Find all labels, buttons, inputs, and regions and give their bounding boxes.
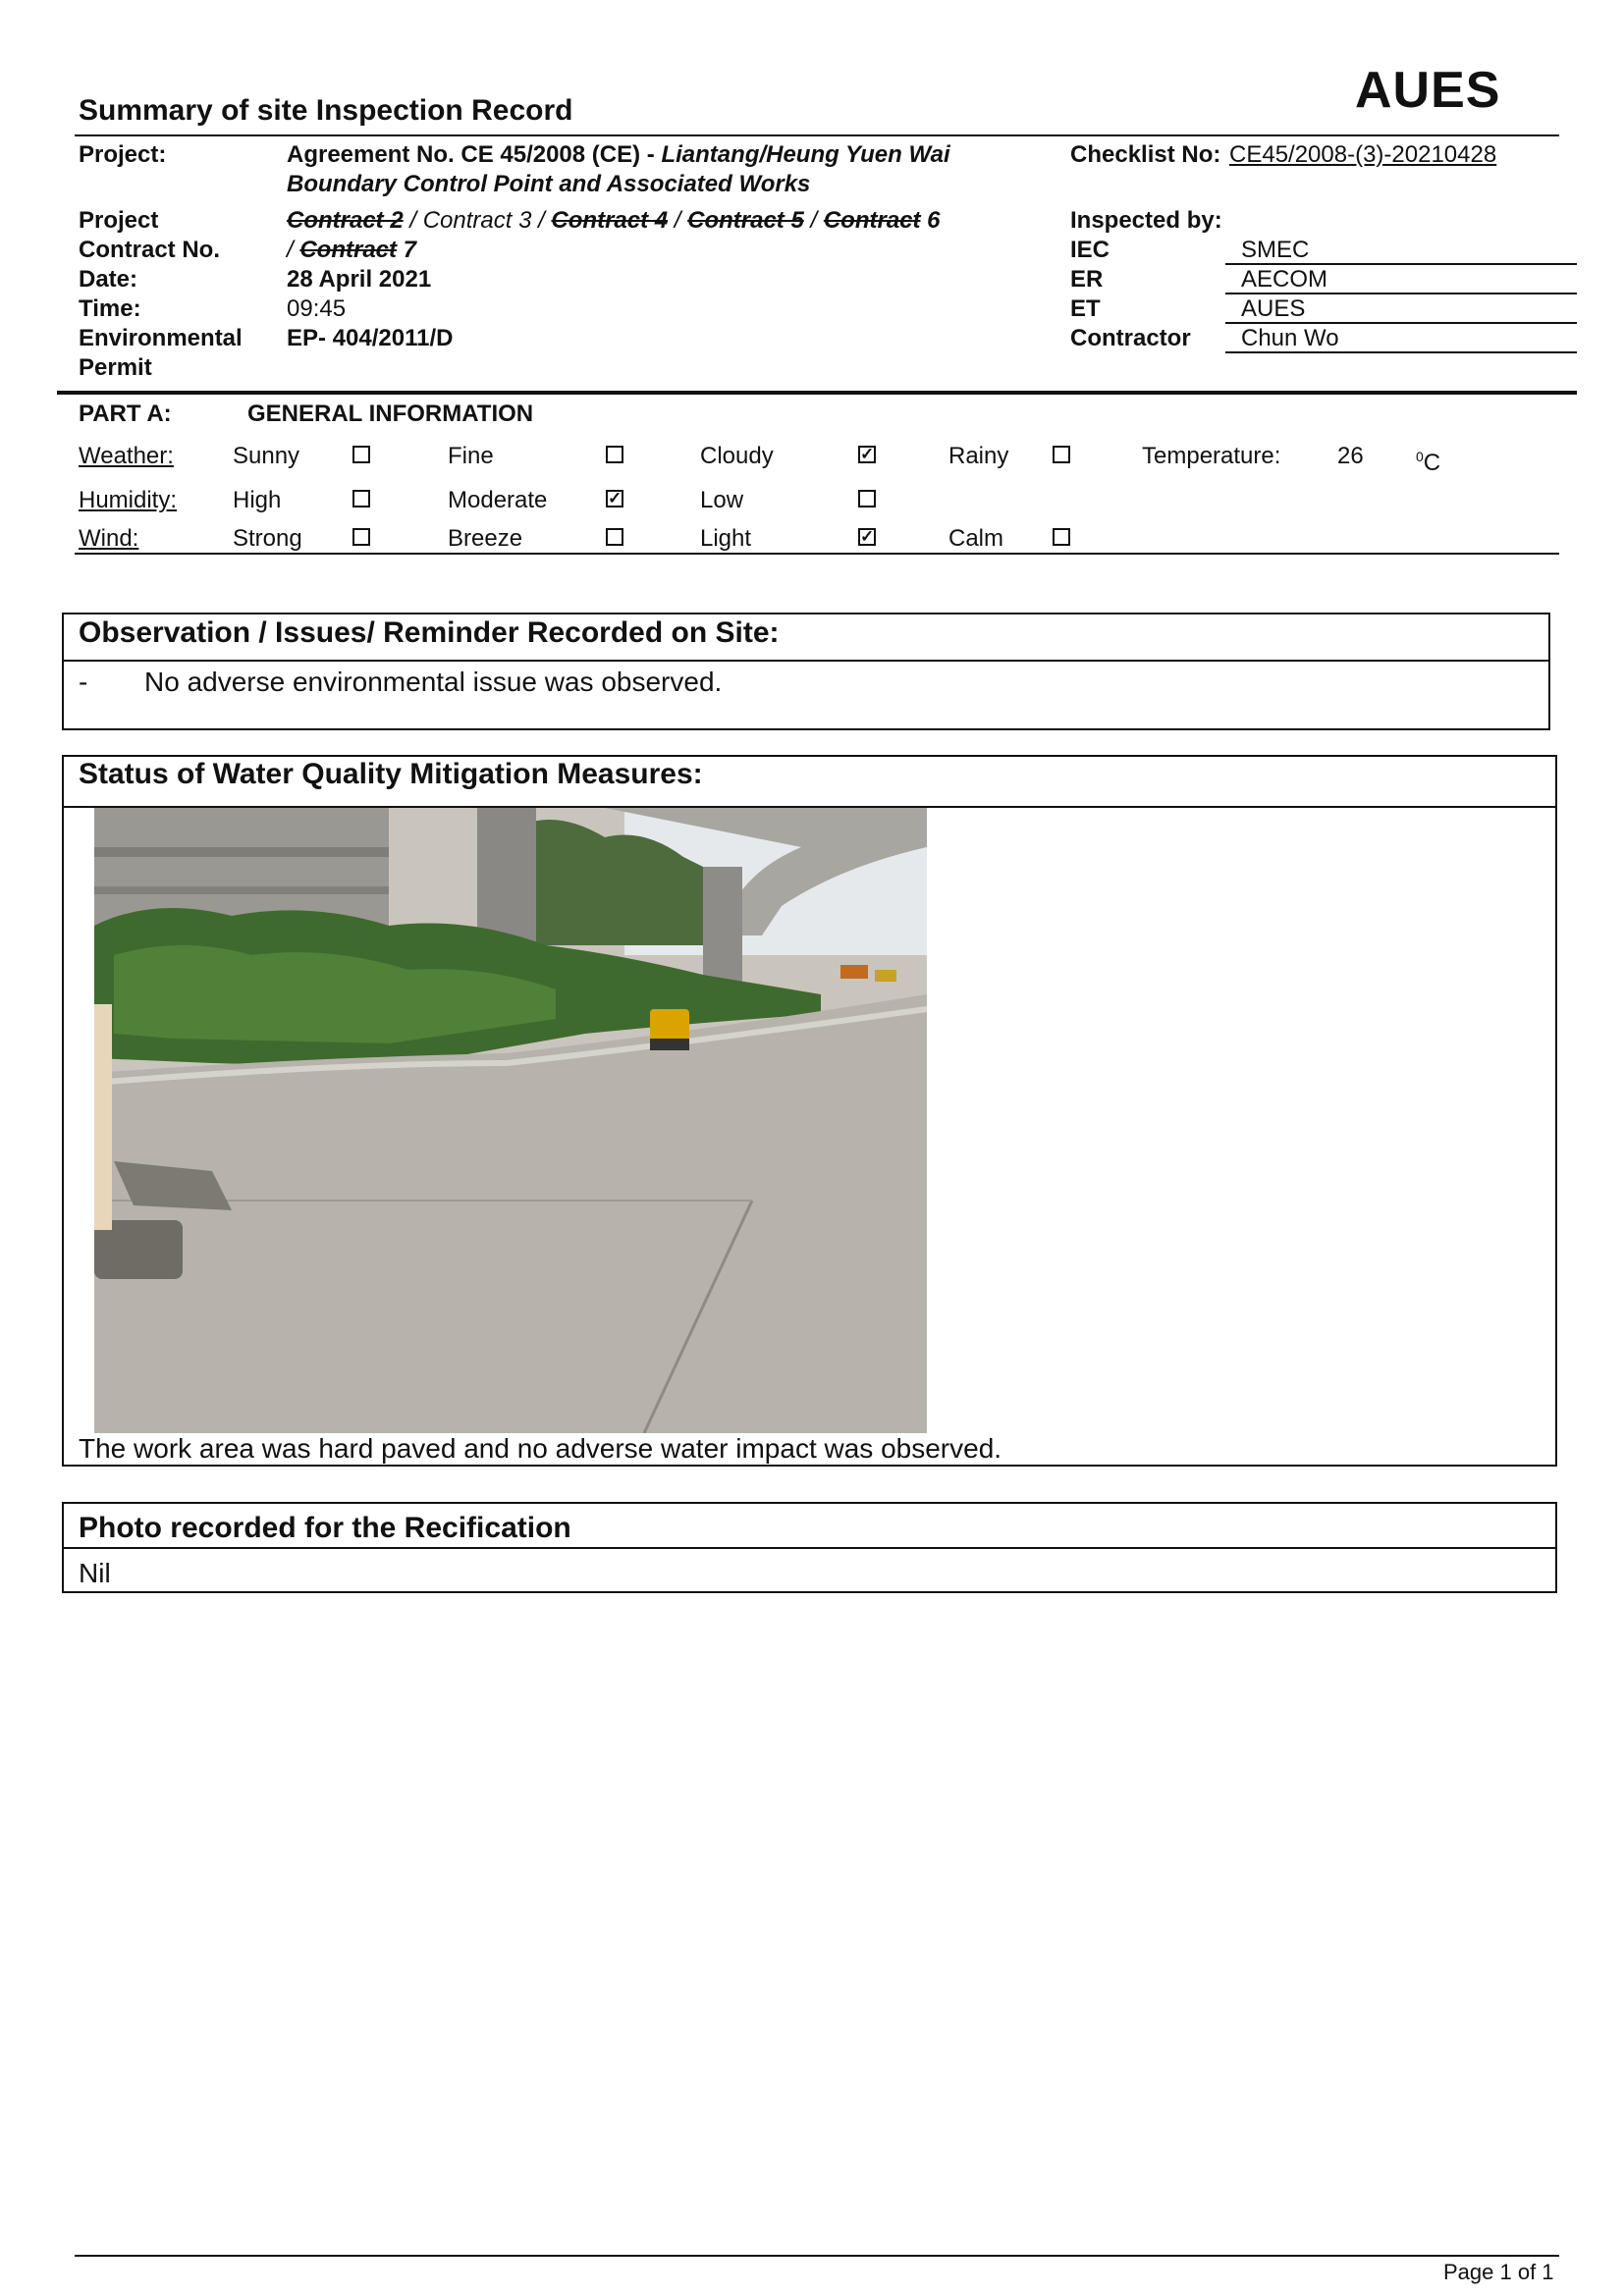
contract-4-struck: Contract 4	[551, 207, 669, 234]
wind-strong-checkbox[interactable]	[352, 528, 370, 546]
project-label: Project:	[79, 141, 167, 168]
rectification-divider	[62, 1547, 1557, 1549]
weather-fine-checkbox[interactable]	[606, 446, 623, 463]
time-value: 09:45	[287, 295, 347, 322]
permit-value: EP- 404/2011/D	[287, 325, 454, 351]
wind-light-checkbox[interactable]: ✓	[860, 527, 875, 546]
observation-bullet: -	[79, 667, 88, 697]
permit-label-1: Environmental	[79, 325, 243, 351]
weather-option-rainy: Rainy	[948, 443, 1009, 469]
signature-line	[1225, 351, 1577, 353]
observation-divider	[62, 660, 1550, 662]
humidity-low-checkbox[interactable]	[858, 490, 876, 507]
part-a-bottom-rule	[75, 553, 1559, 555]
weather-rainy-checkbox[interactable]	[1053, 446, 1070, 463]
weather-option-fine: Fine	[448, 443, 494, 469]
rectification-heading: Photo recorded for the Recification	[79, 1512, 571, 1544]
contract-5-struck: Contract 5	[687, 207, 804, 234]
observation-heading: Observation / Issues/ Reminder Recorded on Site:	[79, 616, 780, 649]
checklist-number: CE45/2008-(3)-20210428	[1229, 141, 1497, 168]
humidity-high-checkbox[interactable]	[352, 490, 370, 507]
page-number: Page 1 of 1	[1443, 2260, 1554, 2284]
agreement-title-1: Liantang/Heung Yuen Wai	[661, 141, 950, 168]
site-photo	[94, 808, 927, 1433]
wind-calm-checkbox[interactable]	[1053, 528, 1070, 546]
agreement-title-2: Boundary Control Point and Associated Works	[287, 171, 811, 197]
date-value: 28 April 2021	[287, 266, 432, 293]
weather-sunny-checkbox[interactable]	[352, 446, 370, 463]
weather-option-sunny: Sunny	[233, 443, 300, 469]
wind-option-light: Light	[700, 525, 752, 552]
celsius-unit: C	[1423, 450, 1441, 476]
agreement-number: Agreement No. CE 45/2008 (CE) -	[287, 141, 662, 168]
inspector-name-contractor: Chun Wo	[1241, 325, 1339, 351]
contract-label-2: Contract No.	[79, 237, 220, 263]
section-rule	[57, 391, 1577, 395]
contract-sep: /	[668, 207, 688, 234]
weather-label: Weather:	[79, 443, 174, 469]
observation-text: No adverse environmental issue was observed.	[144, 667, 723, 697]
inspector-role-et: ET	[1070, 295, 1101, 322]
wind-breeze-checkbox[interactable]	[606, 528, 623, 546]
weather-option-cloudy: Cloudy	[700, 443, 774, 469]
weather-cloudy-checkbox[interactable]: ✓	[860, 445, 875, 463]
aues-logo: AUES	[1355, 62, 1501, 119]
document-title: Summary of site Inspection Record	[79, 94, 573, 127]
contract-2-struck: Contract 2	[287, 207, 404, 234]
footer-rule	[75, 2255, 1559, 2257]
contract-list-line-2	[287, 236, 416, 265]
rectification-text: Nil	[79, 1558, 111, 1588]
inspector-role-contractor: Contractor	[1070, 325, 1191, 351]
contract-sep: /	[287, 237, 300, 263]
checklist-label: Checklist No:	[1070, 141, 1221, 168]
wind-option-breeze: Breeze	[448, 525, 523, 552]
time-label: Time:	[79, 295, 141, 322]
inspector-name-et: AUES	[1241, 295, 1306, 322]
date-label: Date:	[79, 266, 138, 293]
contract-6-number: 6	[920, 207, 941, 234]
water-quality-heading: Status of Water Quality Mitigation Measures:	[79, 758, 703, 790]
contract-7-struck: Contract	[299, 237, 398, 263]
humidity-label: Humidity:	[79, 487, 178, 513]
contract-sep: /	[803, 207, 824, 234]
wind-option-calm: Calm	[948, 525, 1004, 552]
contract-list-line-1	[287, 206, 941, 236]
humidity-option-low: Low	[700, 487, 744, 513]
contract-6-struck: Contract	[823, 207, 921, 234]
inspector-role-er: ER	[1070, 266, 1104, 293]
humidity-option-high: High	[233, 487, 282, 513]
inspector-name-iec: SMEC	[1241, 237, 1310, 263]
wind-option-strong: Strong	[233, 525, 302, 552]
degree-mark: 0	[1416, 449, 1424, 464]
permit-label-2: Permit	[79, 354, 152, 381]
temperature-unit	[1416, 442, 1440, 478]
inspector-name-er: AECOM	[1241, 266, 1328, 293]
temperature-value: 26	[1337, 443, 1364, 469]
humidity-moderate-checkbox[interactable]: ✓	[608, 489, 623, 507]
header-rule	[75, 134, 1559, 136]
part-a-label: PART A:	[79, 400, 172, 427]
part-a-title: GENERAL INFORMATION	[247, 400, 534, 427]
wind-label: Wind:	[79, 525, 139, 552]
site-photo-image	[94, 808, 927, 1433]
temperature-label: Temperature:	[1142, 443, 1281, 469]
humidity-option-moderate: Moderate	[448, 487, 548, 513]
inspected-by-label: Inspected by:	[1070, 207, 1222, 234]
water-quality-caption: The work area was hard paved and no adverse water impact was observed.	[79, 1433, 1002, 1464]
contract-label-1: Project	[79, 207, 159, 234]
contract-7-number: 7	[397, 237, 417, 263]
contract-3: / Contract 3 /	[403, 207, 552, 234]
inspector-role-iec: IEC	[1070, 237, 1110, 263]
agreement-line-1	[287, 140, 950, 170]
